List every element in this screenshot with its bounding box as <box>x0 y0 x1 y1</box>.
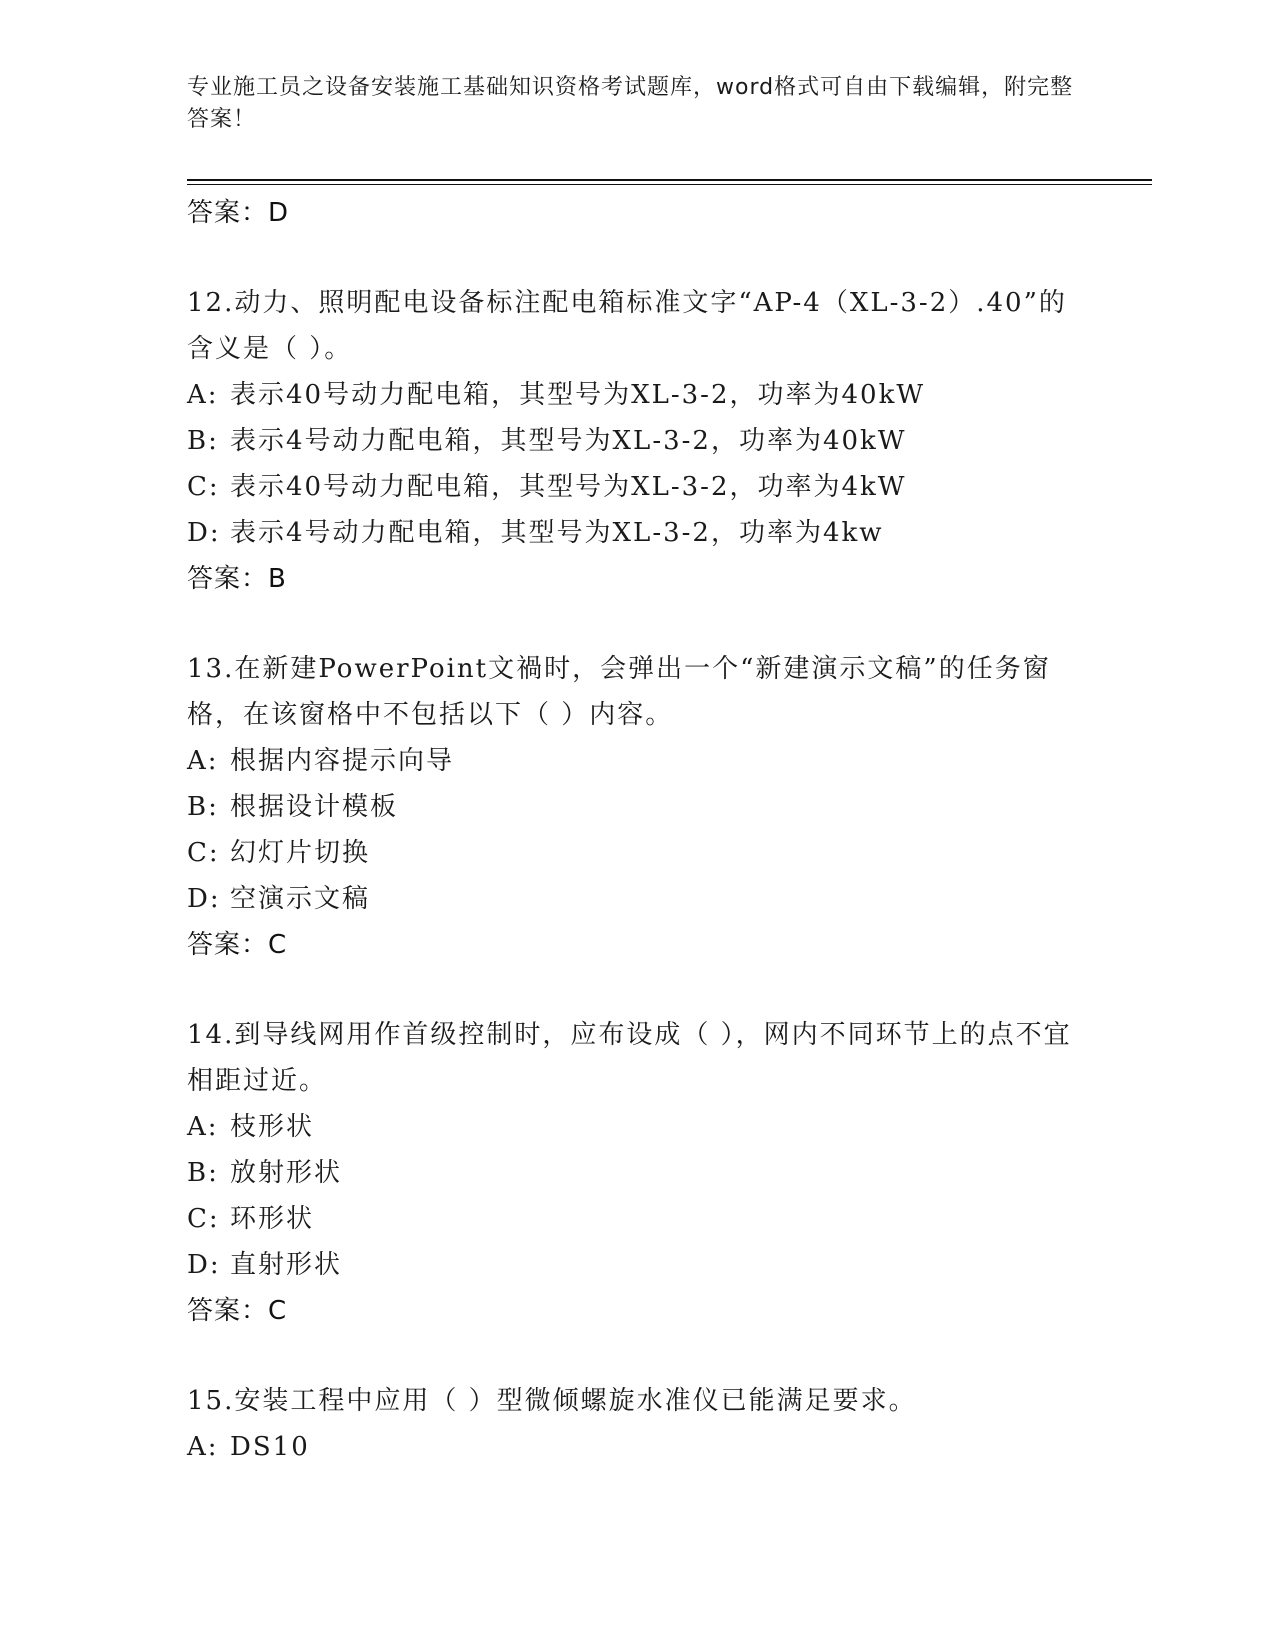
question-stem: 13.在新建PowerPoint文禍时，会弹出一个“新建演示文稿”的任务窗格，在该窗格中不包括以下（ ）内容。 <box>187 654 1051 730</box>
option-letter: A: <box>187 380 219 410</box>
question-list <box>187 190 1087 1470</box>
option-letter: C: <box>187 1204 220 1234</box>
option-d <box>187 510 1087 556</box>
answer-line: 答案：C <box>187 1296 288 1326</box>
option-letter: A: <box>187 746 219 776</box>
option-a <box>187 1104 1087 1150</box>
option-text: 表示4号动力配电箱，其型号为XL-3-2，功率为40kW <box>230 426 907 456</box>
option-text: DS10 <box>230 1432 310 1462</box>
option-text: 环形状 <box>230 1204 315 1234</box>
option-c <box>187 1196 1087 1242</box>
option-text: 直射形状 <box>230 1250 343 1280</box>
option-letter: D: <box>187 884 221 914</box>
option-a <box>187 738 1087 784</box>
option-text: 空演示文稿 <box>230 884 371 914</box>
option-c <box>187 830 1087 876</box>
option-text: 表示40号动力配电箱，其型号为XL-3-2，功率为40kW <box>230 380 926 410</box>
answer-line: 答案：B <box>187 564 287 594</box>
option-d <box>187 1242 1087 1288</box>
question-13 <box>187 646 1087 968</box>
answer-line: 答案：C <box>187 930 288 960</box>
question-12 <box>187 280 1087 602</box>
option-letter: B: <box>187 426 219 456</box>
option-b <box>187 784 1087 830</box>
option-b <box>187 1150 1087 1196</box>
option-text: 放射形状 <box>230 1158 343 1188</box>
document-header: 专业施工员之设备安装施工基础知识资格考试题库，word格式可自由下载编辑，附完整答案！ <box>187 75 1074 132</box>
option-text: 表示4号动力配电箱，其型号为XL-3-2，功率为4kw <box>230 518 884 548</box>
option-letter: C: <box>187 838 220 868</box>
option-text: 表示40号动力配电箱，其型号为XL-3-2，功率为4kW <box>230 472 907 502</box>
option-letter: C: <box>187 472 220 502</box>
option-letter: B: <box>187 792 219 822</box>
option-letter: A: <box>187 1432 219 1462</box>
question-stem: 15.安装工程中应用（ ）型微倾螺旋水准仪已能满足要求。 <box>187 1386 917 1416</box>
option-b <box>187 418 1087 464</box>
question-stem: 12.动力、照明配电设备标注配电箱标准文字“AP-4（XL-3-2）.40”的含义是（ ）。 <box>187 288 1067 364</box>
header-divider-thick <box>187 179 1152 181</box>
option-text: 根据内容提示向导 <box>230 746 455 776</box>
option-c <box>187 464 1087 510</box>
question-15 <box>187 1378 1087 1470</box>
option-text: 根据设计模板 <box>230 792 399 822</box>
question-14 <box>187 1012 1087 1334</box>
option-letter: A: <box>187 1112 219 1142</box>
header-divider-thin <box>187 184 1152 185</box>
option-a <box>187 372 1087 418</box>
option-letter: D: <box>187 1250 221 1280</box>
answer-line: 答案：D <box>187 198 290 228</box>
option-text: 枝形状 <box>230 1112 315 1142</box>
option-letter: B: <box>187 1158 219 1188</box>
question-stem: 14.到导线网用作首级控制时，应布设成（ ），网内不同环节上的点不宜相距过近。 <box>187 1020 1072 1096</box>
option-a <box>187 1424 1087 1470</box>
option-letter: D: <box>187 518 221 548</box>
option-d <box>187 876 1087 922</box>
option-text: 幻灯片切换 <box>230 838 371 868</box>
